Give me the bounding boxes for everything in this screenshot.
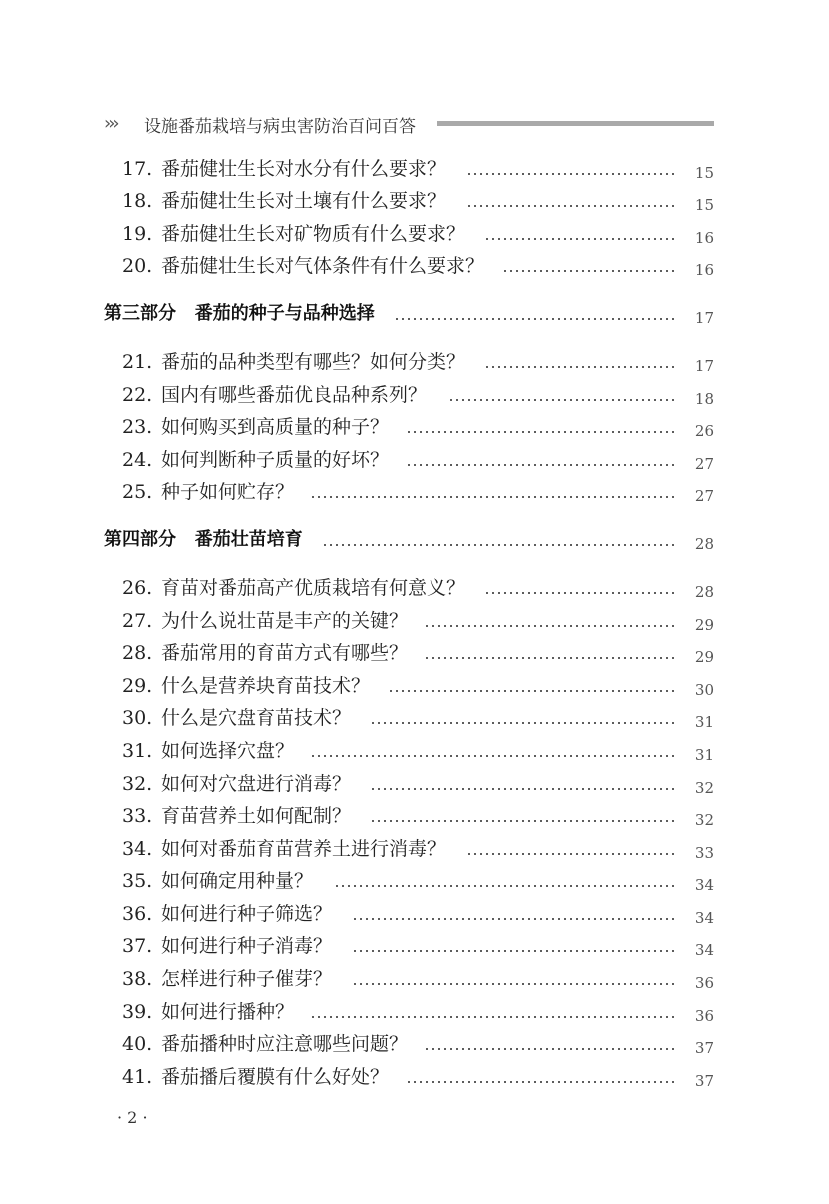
toc-entry-number: 32. bbox=[122, 772, 153, 795]
dot-leader bbox=[466, 205, 676, 207]
toc-page-number: 34 bbox=[694, 876, 714, 895]
toc-page-number: 34 bbox=[694, 908, 714, 927]
toc-entry-number: 38. bbox=[122, 968, 153, 991]
dot-leader bbox=[484, 238, 676, 240]
toc-entry[interactable] bbox=[104, 476, 714, 509]
dot-leader bbox=[310, 755, 676, 757]
dot-leader bbox=[424, 625, 676, 627]
toc-entry-title: 国内有哪些番茄优良品种系列？ bbox=[161, 383, 428, 406]
toc-entry[interactable] bbox=[104, 250, 714, 283]
dot-leader bbox=[466, 853, 676, 855]
dot-leader bbox=[424, 1048, 676, 1050]
toc-section-heading[interactable] bbox=[104, 297, 714, 330]
toc-page-number: 36 bbox=[694, 1006, 714, 1025]
toc-entry-title: 番茄播后覆膜有什么好处？ bbox=[161, 1065, 390, 1088]
dot-leader bbox=[406, 431, 676, 433]
dot-leader bbox=[502, 270, 676, 272]
toc-entry[interactable] bbox=[104, 702, 714, 735]
dot-leader bbox=[322, 544, 676, 546]
toc-entry-number: 25. bbox=[122, 481, 153, 504]
toc-entry[interactable] bbox=[104, 185, 714, 218]
toc-entry-title: 什么是穴盘育苗技术？ bbox=[161, 707, 352, 730]
dot-leader bbox=[406, 1081, 676, 1083]
toc-entry-number: 21. bbox=[122, 350, 153, 373]
book-title: 设施番茄栽培与病虫害防治百问百答 bbox=[144, 117, 416, 137]
toc-entry-title: 育苗营养土如何配制？ bbox=[161, 805, 352, 828]
dot-leader bbox=[406, 464, 676, 466]
toc-entry[interactable] bbox=[104, 345, 714, 378]
dot-leader bbox=[394, 318, 676, 320]
toc-entry-number: 20. bbox=[122, 255, 153, 278]
section-title: 第三部分 番茄的种子与品种选择 bbox=[104, 303, 375, 325]
toc-page-number: 26 bbox=[694, 422, 714, 441]
toc-entry[interactable] bbox=[104, 1060, 714, 1093]
dot-leader bbox=[334, 885, 676, 887]
toc-entry-title: 番茄健壮生长对气体条件有什么要求？ bbox=[161, 255, 485, 278]
toc-entry-number: 30. bbox=[122, 707, 153, 730]
toc-entry[interactable] bbox=[104, 637, 714, 670]
toc-entry-title: 番茄健壮生长对土壤有什么要求？ bbox=[161, 190, 447, 213]
toc-page-number: 31 bbox=[694, 745, 714, 764]
toc-page-number: 31 bbox=[694, 713, 714, 732]
toc-entry-title: 育苗对番茄高产优质栽培有何意义？ bbox=[161, 576, 466, 599]
toc-entry-title: 番茄常用的育苗方式有哪些？ bbox=[161, 642, 409, 665]
toc-entry-number: 23. bbox=[122, 416, 153, 439]
toc-page-number: 16 bbox=[694, 228, 714, 247]
toc-page-number: 15 bbox=[694, 163, 714, 182]
toc-page-number: 37 bbox=[694, 1071, 714, 1090]
toc-entry[interactable] bbox=[104, 1028, 714, 1061]
dot-leader bbox=[484, 366, 676, 368]
toc-entry[interactable] bbox=[104, 571, 714, 604]
dot-leader bbox=[448, 399, 676, 401]
toc-entry-title: 如何进行种子筛选？ bbox=[161, 902, 333, 925]
dot-leader bbox=[352, 950, 676, 952]
toc-entry-number: 29. bbox=[122, 674, 153, 697]
toc-page-number: 17 bbox=[694, 309, 714, 328]
toc-page-number: 33 bbox=[694, 843, 714, 862]
header-rule bbox=[437, 121, 714, 126]
toc-entry-number: 40. bbox=[122, 1033, 153, 1056]
toc-entry-number: 27. bbox=[122, 609, 153, 632]
dot-leader bbox=[352, 983, 676, 985]
toc-entry-number: 39. bbox=[122, 1000, 153, 1023]
toc-page-number: 18 bbox=[694, 389, 714, 408]
dot-leader bbox=[310, 496, 676, 498]
toc-entry-number: 36. bbox=[122, 902, 153, 925]
toc-page-number: 37 bbox=[694, 1039, 714, 1058]
page-number: · 2 · bbox=[117, 1108, 148, 1127]
toc-entry[interactable] bbox=[104, 832, 714, 865]
toc-entry-number: 18. bbox=[122, 190, 153, 213]
toc-entry[interactable] bbox=[104, 865, 714, 898]
toc-entry-number: 19. bbox=[122, 222, 153, 245]
toc-page-number: 29 bbox=[694, 615, 714, 634]
toc-entry-title: 如何购买到高质量的种子？ bbox=[161, 416, 390, 439]
toc-entry-title: 番茄健壮生长对水分有什么要求？ bbox=[161, 157, 447, 180]
toc-entry-title: 番茄的品种类型有哪些？如何分类？ bbox=[161, 350, 466, 373]
toc-entry-title: 如何对番茄育苗营养土进行消毒？ bbox=[161, 837, 447, 860]
toc-entry-number: 33. bbox=[122, 805, 153, 828]
toc-entry-number: 31. bbox=[122, 739, 153, 762]
toc-entry-number: 41. bbox=[122, 1065, 153, 1088]
toc-entry[interactable] bbox=[104, 217, 714, 250]
toc-section-heading[interactable] bbox=[104, 523, 714, 556]
toc-entry[interactable] bbox=[104, 152, 714, 185]
toc-page-number: 28 bbox=[694, 582, 714, 601]
toc-page-number: 30 bbox=[694, 680, 714, 699]
toc-entry-title: 如何判断种子质量的好坏？ bbox=[161, 448, 390, 471]
toc-entry[interactable] bbox=[104, 734, 714, 767]
toc-page-number: 16 bbox=[694, 261, 714, 280]
toc-entry-title: 如何进行播种？ bbox=[161, 1000, 295, 1023]
chevrons-icon: ››› bbox=[104, 113, 117, 134]
toc-entry[interactable] bbox=[104, 995, 714, 1028]
toc-page-number: 27 bbox=[694, 454, 714, 473]
dot-leader bbox=[388, 690, 676, 692]
toc-entry-title: 怎样进行种子催芽？ bbox=[161, 968, 333, 991]
toc-entry-number: 28. bbox=[122, 642, 153, 665]
toc-entry-title: 如何选择穴盘？ bbox=[161, 739, 295, 762]
dot-leader bbox=[370, 722, 676, 724]
toc-entry-title: 如何对穴盘进行消毒？ bbox=[161, 772, 352, 795]
dot-leader bbox=[424, 657, 676, 659]
toc-entry-title: 如何进行种子消毒？ bbox=[161, 935, 333, 958]
toc-entry[interactable] bbox=[104, 930, 714, 963]
toc-entry-number: 37. bbox=[122, 935, 153, 958]
toc-entry-title: 种子如何贮存？ bbox=[161, 481, 295, 504]
toc-entry-title: 如何确定用种量？ bbox=[161, 870, 314, 893]
dot-leader bbox=[484, 592, 676, 594]
toc-entry[interactable] bbox=[104, 800, 714, 833]
toc-entry[interactable] bbox=[104, 443, 714, 476]
toc-page-number: 15 bbox=[694, 196, 714, 215]
toc-page-number: 32 bbox=[694, 778, 714, 797]
toc-entry-number: 24. bbox=[122, 448, 153, 471]
toc-entry[interactable] bbox=[104, 897, 714, 930]
toc-entry-number: 34. bbox=[122, 837, 153, 860]
toc-entry[interactable] bbox=[104, 962, 714, 995]
toc-entry-title: 什么是营养块育苗技术？ bbox=[161, 674, 371, 697]
toc-entry-number: 35. bbox=[122, 870, 153, 893]
toc-entry-title: 为什么说壮苗是丰产的关键？ bbox=[161, 609, 409, 632]
toc-entry-number: 26. bbox=[122, 576, 153, 599]
toc-entry[interactable] bbox=[104, 669, 714, 702]
toc-entry[interactable] bbox=[104, 767, 714, 800]
section-title: 第四部分 番茄壮苗培育 bbox=[104, 529, 303, 551]
toc-page-number: 17 bbox=[694, 356, 714, 375]
toc-entry[interactable] bbox=[104, 604, 714, 637]
dot-leader bbox=[352, 918, 676, 920]
toc-entry-number: 22. bbox=[122, 383, 153, 406]
toc-entry[interactable] bbox=[104, 378, 714, 411]
toc-entry-number: 17. bbox=[122, 157, 153, 180]
dot-leader bbox=[370, 820, 676, 822]
toc-page-number: 32 bbox=[694, 811, 714, 830]
toc-page-number: 34 bbox=[694, 941, 714, 960]
running-header bbox=[104, 110, 714, 136]
toc-page-number: 27 bbox=[694, 487, 714, 506]
toc-entry[interactable] bbox=[104, 411, 714, 444]
dot-leader bbox=[310, 1016, 676, 1018]
table-of-contents bbox=[104, 152, 714, 1093]
toc-page-number: 28 bbox=[694, 535, 714, 554]
toc-entry-title: 番茄播种时应注意哪些问题？ bbox=[161, 1033, 409, 1056]
dot-leader bbox=[466, 173, 676, 175]
dot-leader bbox=[370, 788, 676, 790]
toc-page-number: 29 bbox=[694, 648, 714, 667]
toc-page-number: 36 bbox=[694, 974, 714, 993]
toc-entry-title: 番茄健壮生长对矿物质有什么要求？ bbox=[161, 222, 466, 245]
